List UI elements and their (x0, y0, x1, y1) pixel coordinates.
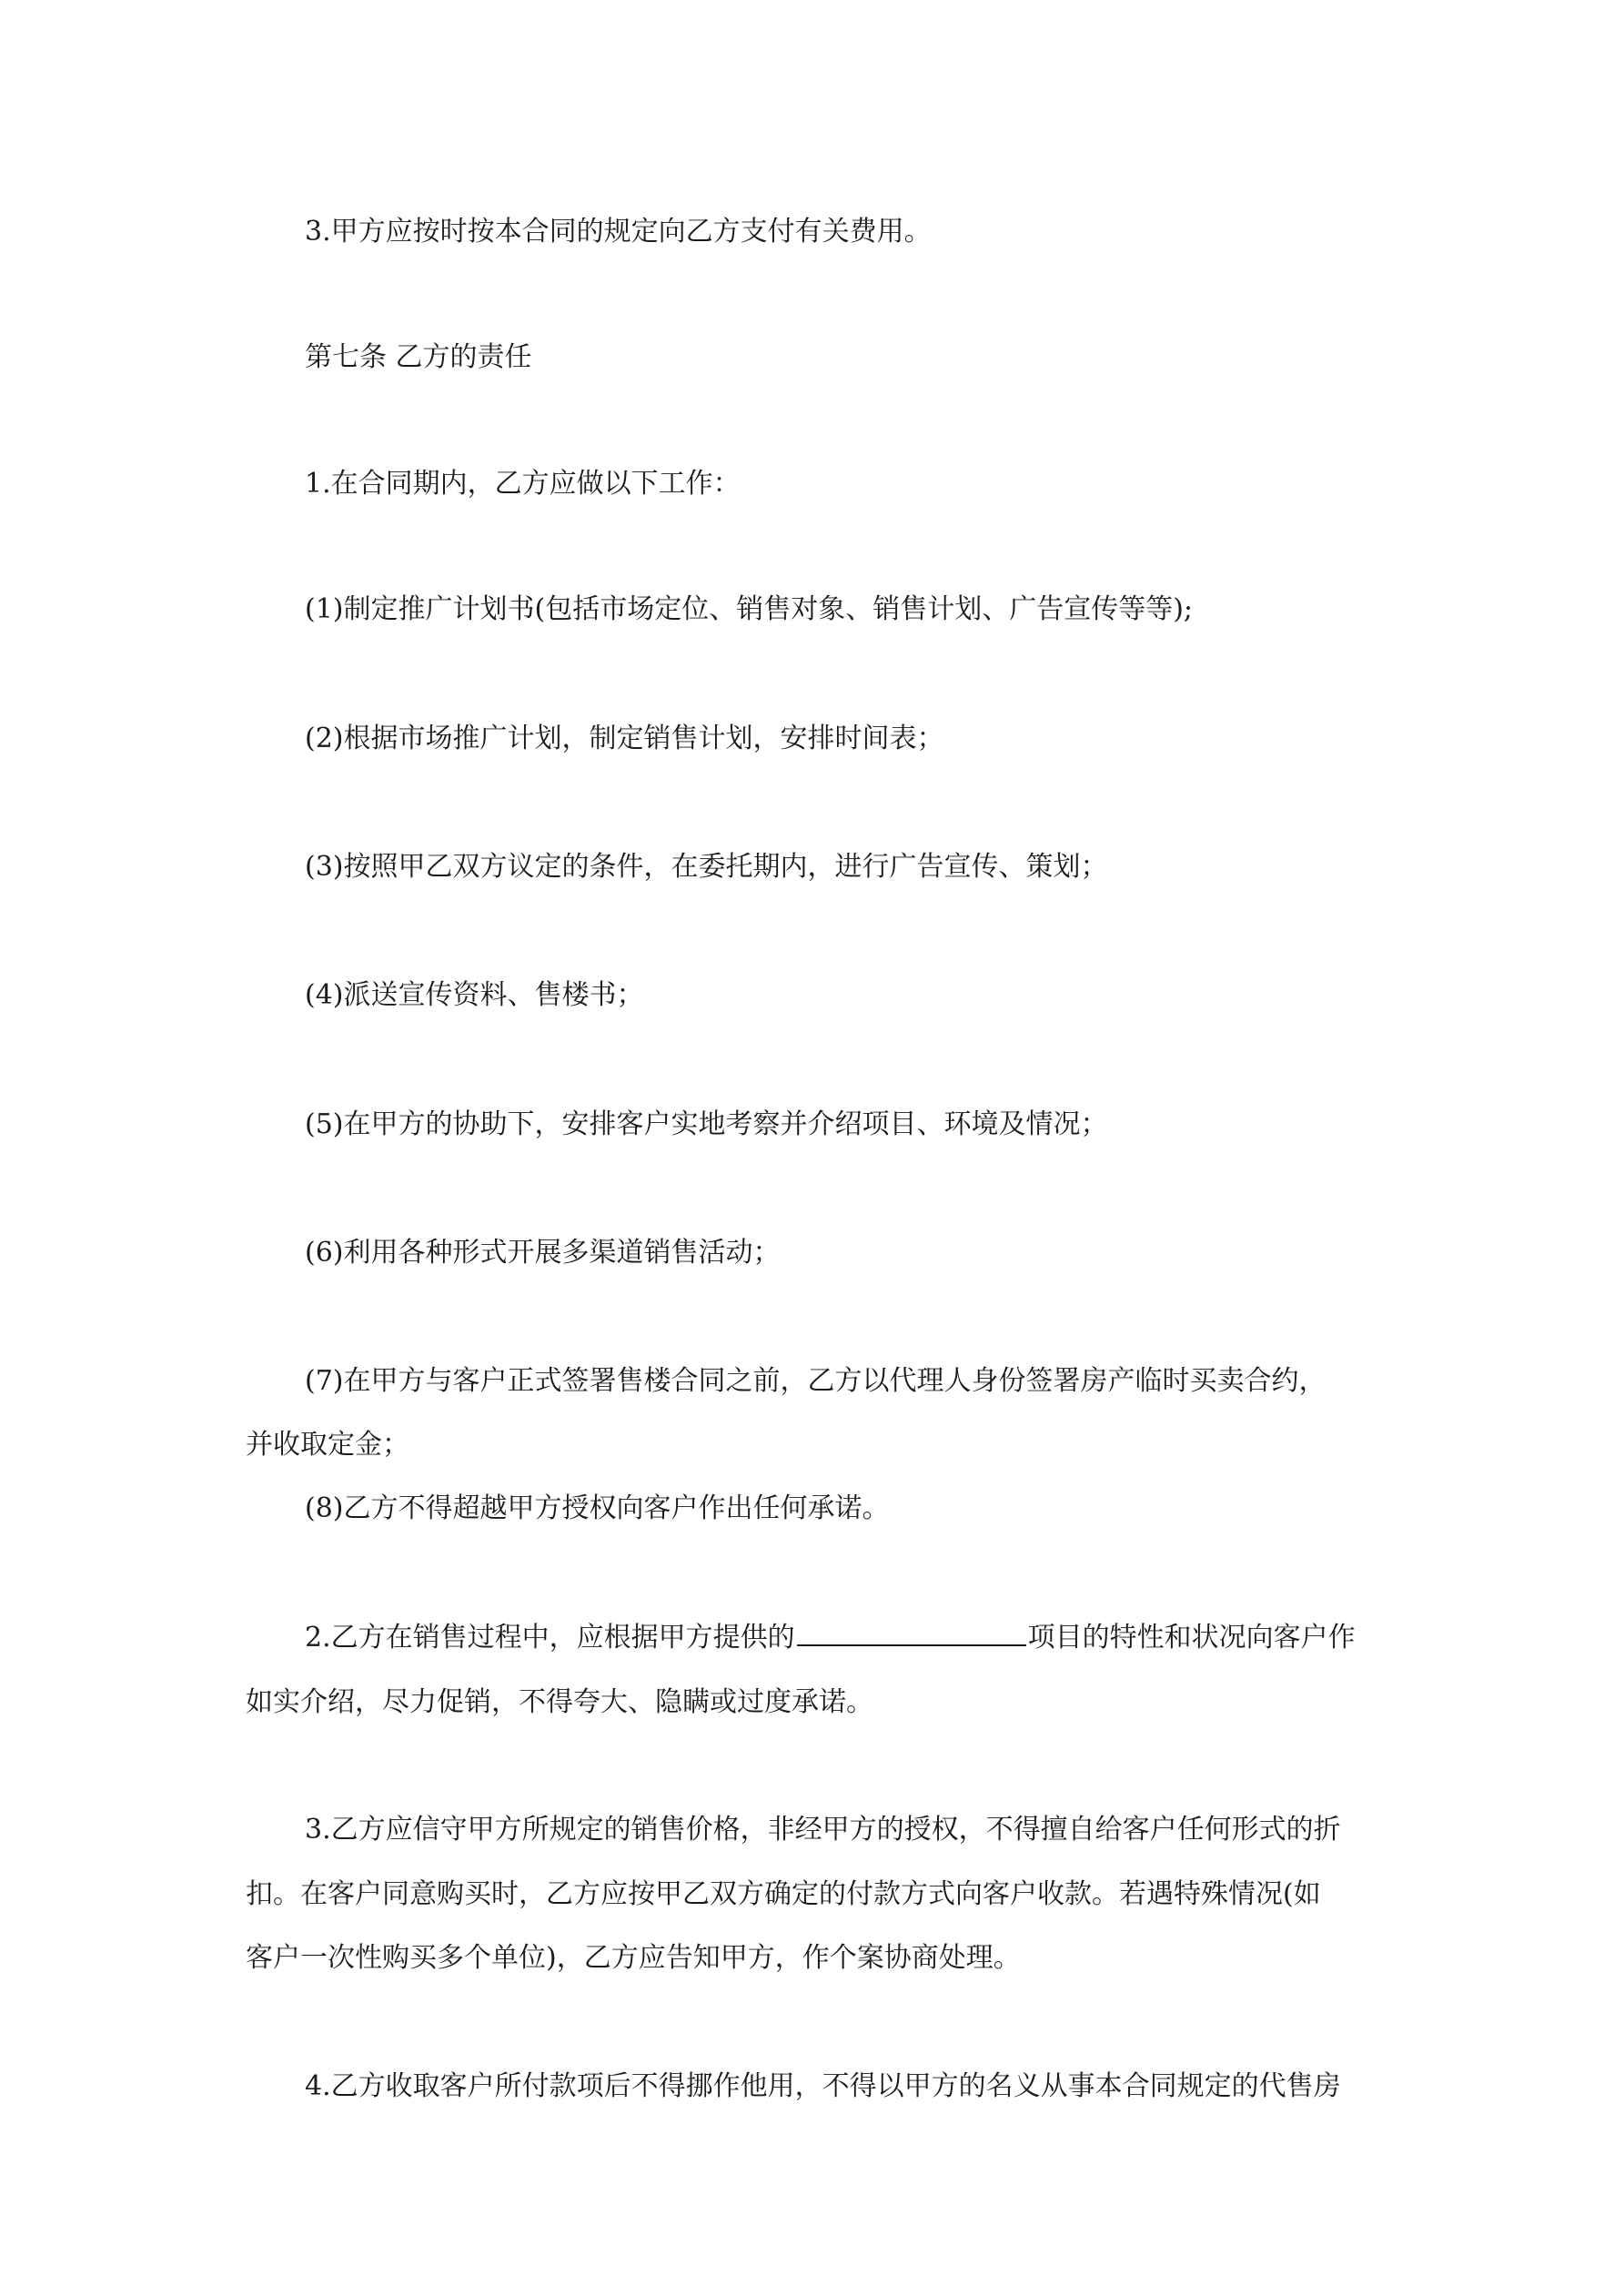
paragraph-item-3-line-1: 3.乙方应信守甲方所规定的销售价格，非经甲方的授权，不得擅自给客户任何形式的折 (305, 1814, 1341, 1846)
sub-item-3: (3)按照甲乙双方议定的条件，在委托期内，进行广告宣传、策划； (305, 851, 1108, 883)
fill-in-blank[interactable] (797, 1621, 1026, 1646)
sub-item-6: (6)利用各种形式开展多渠道销售活动； (305, 1237, 781, 1269)
paragraph-item-1: 1.在合同期内，乙方应做以下工作： (305, 468, 741, 500)
sub-item-7-line-1: (7)在甲方与客户正式签署售楼合同之前，乙方以代理人身份签署房产临时买卖合约， (305, 1365, 1326, 1397)
paragraph-item-2-line-2: 如实介绍，尽力促销，不得夸大、隐瞒或过度承诺。 (246, 1686, 873, 1718)
sub-item-5: (5)在甲方的协助下，安排客户实地考察并介绍项目、环境及情况； (305, 1108, 1108, 1140)
paragraph-item-3-line-2: 扣。在客户同意购买时，乙方应按甲乙双方确定的付款方式向客户收款。若遇特殊情况(如 (246, 1878, 1321, 1910)
item-2-text-after-blank: 项目的特性和状况向客户作 (1027, 1622, 1356, 1654)
article-7-heading: 第七条 乙方的责任 (305, 341, 532, 373)
sub-item-1: (1)制定推广计划书(包括市场定位、销售对象、销售计划、广告宣传等等); (305, 593, 1194, 625)
paragraph-item-4-line-1: 4.乙方收取客户所付款项后不得挪作他用，不得以甲方的名义从事本合同规定的代售房 (305, 2070, 1341, 2102)
paragraph-item-2-line-1 (305, 1621, 1356, 1654)
sub-item-4: (4)派送宣传资料、售楼书； (305, 979, 644, 1011)
item-2-text-before-blank: 2.乙方在销售过程中，应根据甲方提供的 (305, 1622, 795, 1654)
paragraph-item-3-party-a: 3.甲方应按时按本合同的规定向乙方支付有关费用。 (305, 216, 932, 248)
sub-item-7-line-2: 并收取定金； (246, 1429, 409, 1461)
sub-item-2: (2)根据市场推广计划，制定销售计划，安排时间表； (305, 723, 944, 754)
paragraph-item-3-line-3: 客户一次性购买多个单位)，乙方应告知甲方，作个案协商处理。 (246, 1942, 1021, 1974)
sub-item-8: (8)乙方不得超越甲方授权向客户作出任何承诺。 (305, 1492, 890, 1524)
